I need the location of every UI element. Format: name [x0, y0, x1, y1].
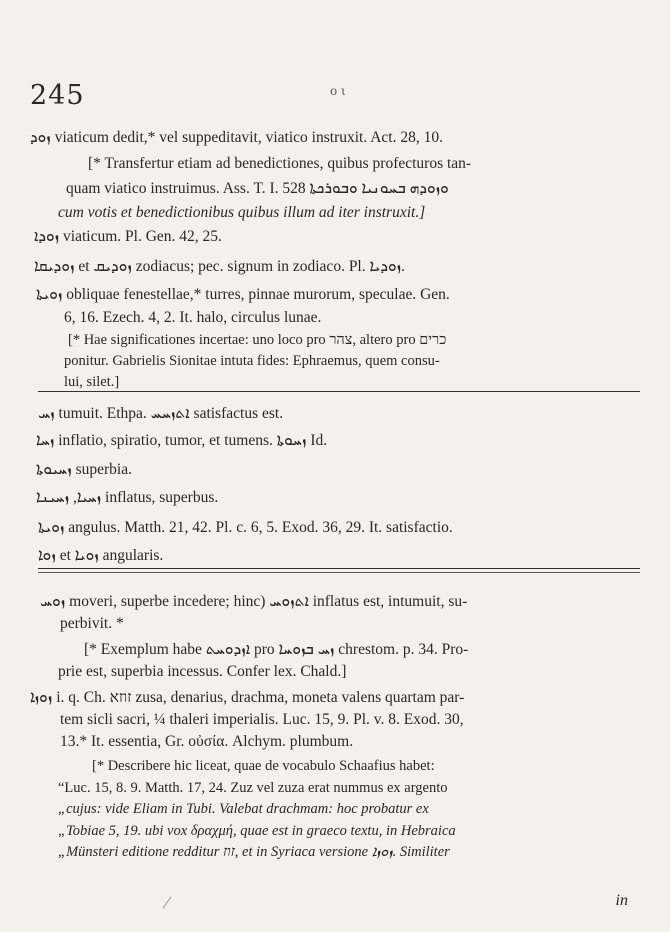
catchword: in	[615, 892, 628, 909]
entry-line: ܙܘܚ moveri, superbe incedere; hinc) ܐܬܙܘܚ inflatus est, intumuit, su-	[40, 593, 468, 610]
note-line: [* Transfertur etiam ad benedictiones, quibus profecturos tan-	[88, 155, 472, 172]
note-line: „Tobiae 5, 19. ubi vox δραχμή, quae est in graeco textu, in Hebraica	[58, 823, 456, 839]
note-line: „cujus: vide Eliam in Tubi. Valebat drachmam: hoc probatur ex	[58, 801, 429, 817]
note-line: [* Hae significationes incertae: uno loco pro צהר, altero pro כרים	[68, 332, 447, 348]
entry-line: ܙܘܐ et ܙܘܝܐ angularis.	[38, 547, 164, 564]
entry-line: perbivit. *	[60, 615, 124, 632]
entry-line: 6, 16. Ezech. 4, 2. It. halo, circulus lunae.	[64, 309, 322, 326]
entry-line: ܙܚܝܐ, ܙܚܝܢܐ inflatus, superbus.	[36, 489, 219, 506]
page-number: 245	[30, 80, 85, 111]
note-line: „Münsteri editione redditur זוז, et in Syriaca versione ܙܘܙܐ. Similiter	[58, 844, 450, 860]
entry-line: tem sicli sacri, ¼ thaleri imperialis. Luc. 15, 9. Pl. v. 8. Exod. 30,	[60, 711, 464, 728]
entry-line: ܙܚ tumuit. Ethpa. ܐܬܙܚܚ satisfactus est.	[38, 405, 284, 422]
entry-line: ܙܘܙܐ i. q. Ch. זוזא zusa, denarius, drachma, moneta valens quartam par-	[30, 689, 465, 706]
running-head: ο ι	[330, 84, 346, 98]
pencil-mark	[163, 896, 172, 908]
note-line: ponitur. Gabrielis Sionitae intuta fides: Ephraemus, quem consu-	[64, 353, 440, 369]
note-line: cum votis et benedictionibus quibus illum ad iter instruxit.]	[58, 204, 426, 221]
entry-line: ܙܘܕܝܩܐ et ܙܘܕܝܩ zodiacus; pec. signum in zodiaco. Pl. ܙܘܕܝܐ.	[34, 258, 406, 275]
entry-line: ܙܘܕ viaticum dedit,* vel suppeditavit, viatico instruxit. Act. 28, 10.	[30, 129, 443, 146]
entry-line: ܙܘܕܐ viaticum. Pl. Gen. 42, 25.	[34, 228, 222, 245]
entry-line: ܙܚܐ inflatio, spiratio, tumor, et tumens. ܙܚܘܬܐ Id.	[36, 432, 328, 449]
section-rule	[38, 391, 640, 392]
note-line: [* Exemplum habe ܐܙܕܘܚܬ pro ܙܚ ܒܙܘܚܐ chrestom. p. 34. Pro-	[84, 641, 469, 658]
note-line: [* Describere hic liceat, quae de vocabulo Schaafius habet:	[92, 758, 435, 774]
entry-line: ܙܚܝܘܬܐ superbia.	[36, 461, 132, 478]
note-line: quam viatico instruimus. Ass. T. I. 528 ܘܙܘܕܗ ܒܚܘܢܝܐ ܘܒܘܪܟܬܐ	[66, 180, 449, 197]
note-line: “Luc. 15, 8. 9. Matth. 17, 24. Zuz vel zuza erat nummus ex argento	[58, 780, 448, 796]
section-rule	[38, 572, 640, 573]
note-line: lui, silet.]	[64, 374, 120, 390]
entry-line: ܙܘܝܬܐ angulus. Matth. 21, 42. Pl. c. 6, 5. Exod. 36, 29. It. satisfactio.	[38, 519, 453, 536]
entry-line: ܙܘܝܬܐ obliquae fenestellae,* turres, pinnae murorum, speculae. Gen.	[36, 286, 450, 303]
entry-line: 13.* It. essentia, Gr. οὐσία. Alchym. plumbum.	[60, 733, 354, 750]
section-rule	[38, 568, 640, 569]
note-line: prie est, superbia incessus. Confer lex. Chald.]	[58, 663, 347, 680]
